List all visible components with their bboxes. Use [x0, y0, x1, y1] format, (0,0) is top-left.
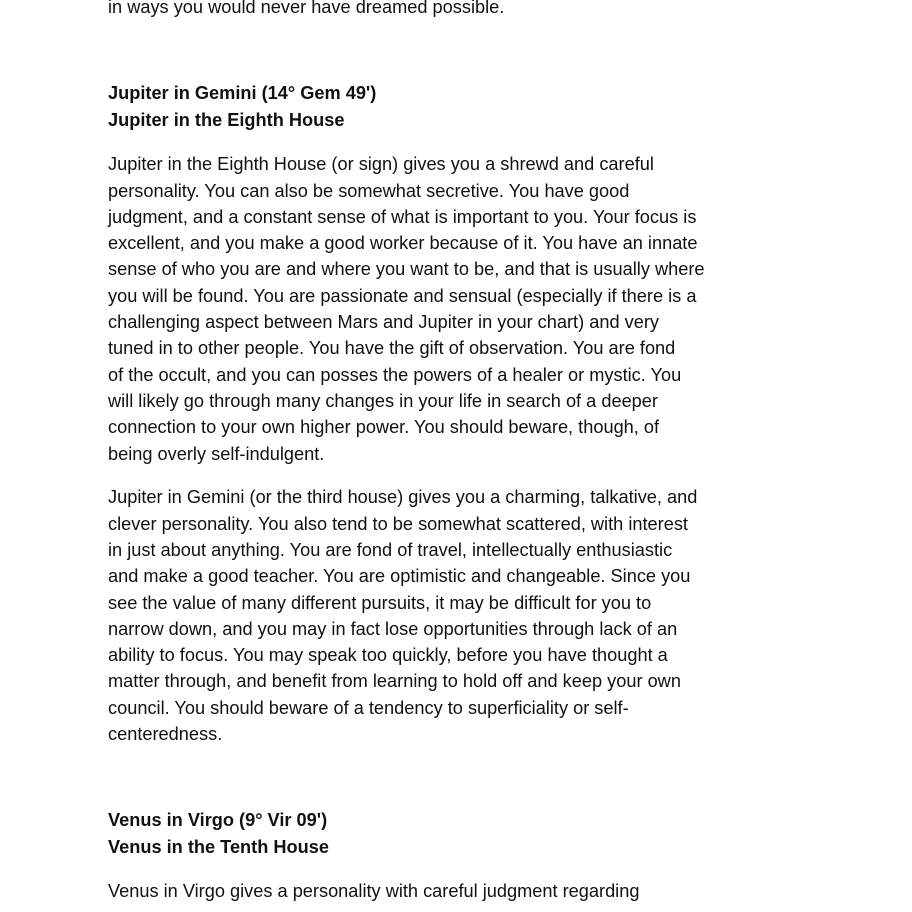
text-line: you will be found. You are passionate and sensual (especially if there is a: [108, 285, 697, 306]
text-line: Venus in Virgo gives a personality with careful judgment regarding: [108, 881, 640, 902]
text-line: see the value of many different pursuits, it may be difficult for you to: [108, 592, 652, 613]
venus-sign-heading: Venus in Virgo (9° Vir 09'): [108, 810, 328, 831]
text-line: centeredness.: [108, 724, 223, 745]
text-line: council. You should beware of a tendency to superficiality or self-: [108, 697, 629, 718]
text-line: Jupiter in the Eighth House (or sign) gives you a shrewd and careful: [108, 154, 654, 175]
venus-house-heading: Venus in the Tenth House: [108, 837, 329, 858]
text-line: and make a good teacher. You are optimistic and changeable. Since you: [108, 566, 691, 587]
text-line: of the occult, and you can posses the powers of a healer or mystic. You: [108, 364, 682, 385]
jupiter-house-paragraph: [108, 151, 708, 467]
jupiter-house-heading: Jupiter in the Eighth House: [108, 110, 345, 131]
text-line: personality. You can also be somewhat secretive. You have good: [108, 180, 630, 201]
jupiter-sign-paragraph: [108, 484, 708, 747]
text-line: clever personality. You also tend to be somewhat scattered, with interest: [108, 513, 688, 534]
text-line: judgment, and a constant sense of what is important to you. Your focus is: [108, 206, 697, 227]
text-line: matter through, and benefit from learning to hold off and keep your own: [108, 671, 681, 692]
text-line: sense of who you are and where you want to be, and that is usually where: [108, 259, 705, 280]
text-line: will likely go through many changes in your life in search of a deeper: [108, 390, 658, 411]
text-line: in just about anything. You are fond of travel, intellectually enthusiastic: [108, 539, 673, 560]
jupiter-sign-heading: Jupiter in Gemini (14° Gem 49'): [108, 83, 377, 104]
venus-paragraph: [108, 878, 708, 904]
text-line: in ways you would never have dreamed possible.: [108, 0, 505, 17]
jupiter-heading: [108, 80, 708, 134]
venus-heading: [108, 807, 708, 861]
text-line: ability to focus. You may speak too quickly, before you have thought a: [108, 645, 668, 666]
text-line: Jupiter in Gemini (or the third house) gives you a charming, talkative, and: [108, 487, 698, 508]
text-line: being overly self-indulgent.: [108, 443, 325, 464]
text-line: challenging aspect between Mars and Jupiter in your chart) and very: [108, 312, 659, 333]
article-body: [108, 0, 708, 905]
text-line: tuned in to other people. You have the gift of observation. You are fond: [108, 338, 676, 359]
text-line: excellent, and you make a good worker because of it. You have an innate: [108, 233, 698, 254]
text-line: connection to your own higher power. You should beware, though, of: [108, 417, 660, 438]
intro-paragraph: [108, 0, 708, 20]
text-line: narrow down, and you may in fact lose opportunities through lack of an: [108, 618, 678, 639]
